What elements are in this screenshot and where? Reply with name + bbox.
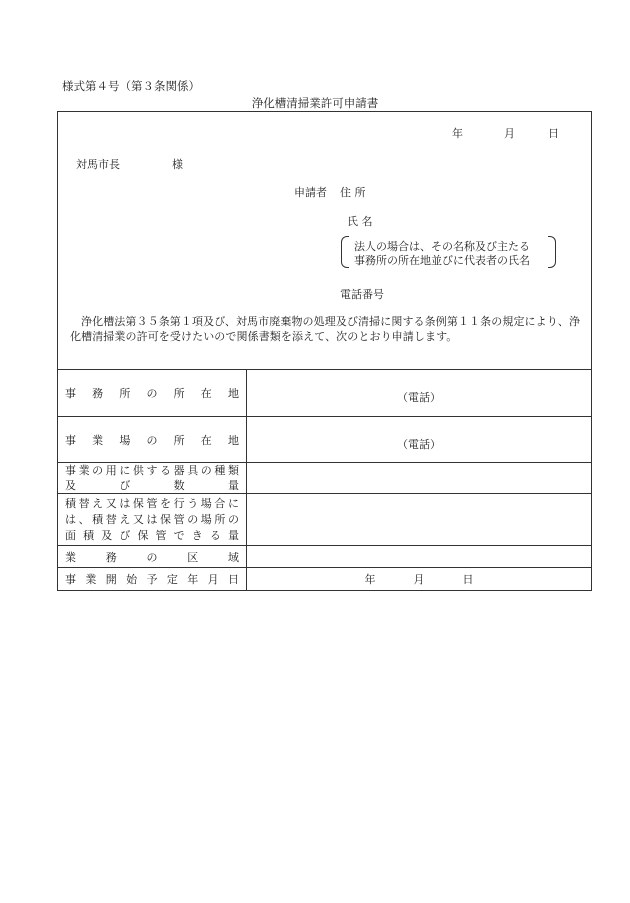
label-char: 場 — [119, 433, 131, 447]
label-char: う — [187, 496, 199, 510]
label-char: 場 — [200, 496, 212, 510]
label-char: 年 — [187, 573, 199, 586]
label-char: 域 — [228, 550, 239, 564]
service-area-field[interactable] — [247, 546, 592, 568]
equipment-label — [58, 463, 247, 494]
label-char: 又 — [132, 512, 144, 526]
label-char: 所 — [173, 387, 185, 400]
form-number: 様式第４号（第３条関係） — [62, 79, 200, 93]
label-char: え — [92, 496, 104, 510]
document-title: 浄化槽清掃業許可申請書 — [251, 96, 379, 110]
label-char: 保 — [137, 528, 149, 542]
office-location-field[interactable] — [247, 370, 592, 417]
label-char: 在 — [200, 387, 212, 400]
label-char: 業 — [78, 464, 90, 477]
start-date-month: 月 — [413, 573, 425, 586]
label-char: に — [119, 464, 131, 477]
storage-field[interactable] — [247, 494, 592, 546]
label-char: 種 — [214, 464, 226, 477]
label-char: 替 — [105, 512, 117, 526]
left-bracket — [341, 236, 349, 268]
table-row — [58, 494, 592, 546]
label-char: の — [146, 550, 158, 564]
business-site-location-label — [58, 417, 247, 463]
label-char: 場 — [200, 512, 212, 526]
label-char: 事 — [65, 464, 76, 477]
office-location-label — [58, 370, 247, 417]
label-char: 、 — [78, 512, 90, 526]
label-char: 月 — [207, 573, 219, 586]
label-char: に — [227, 496, 239, 510]
label-char: 日 — [228, 573, 239, 586]
label-char: 地 — [227, 433, 239, 447]
business-site-location-field[interactable] — [247, 417, 592, 463]
date-year: 年 — [452, 127, 463, 140]
label-char: 事 — [65, 573, 76, 586]
applicant-label: 申請者 — [294, 186, 327, 199]
label-char: 及 — [65, 479, 76, 492]
equipment-field[interactable] — [247, 463, 592, 494]
label-char: の — [227, 512, 239, 526]
right-bracket — [548, 236, 556, 268]
label-char: 及 — [101, 528, 113, 542]
label-char: 管 — [173, 512, 185, 526]
label-char: は — [146, 512, 158, 526]
storage-label — [58, 494, 247, 546]
table-row — [58, 546, 592, 568]
label-char: 開 — [105, 573, 117, 586]
label-char: 又 — [105, 496, 117, 510]
label-char: 面 — [65, 528, 76, 542]
addressee-name: 対馬市長 — [76, 158, 120, 171]
business-site-phone-label: （電話） — [397, 437, 441, 451]
label-char: の — [146, 387, 158, 400]
label-char: 具 — [187, 464, 199, 477]
label-char: 保 — [160, 512, 172, 526]
table-row — [58, 370, 592, 417]
table-row — [58, 568, 592, 591]
name-label: 氏 名 — [347, 215, 373, 228]
corporate-note-line1: 法人の場合は、その名称及び主たる — [354, 240, 530, 253]
phone-label: 電話番号 — [340, 288, 384, 301]
corporate-note-line2: 事務所の所在地並びに代表者の氏名 — [354, 254, 530, 267]
start-date-year: 年 — [364, 573, 376, 586]
label-char: 予 — [146, 573, 158, 586]
corporate-note — [341, 236, 556, 268]
label-char: 務 — [92, 387, 104, 400]
label-char: 行 — [173, 496, 185, 510]
label-char: 供 — [132, 464, 144, 477]
label-char: 地 — [227, 387, 239, 400]
label-char: 積 — [83, 528, 95, 542]
application-statement: 浄化槽法第３５条第１項及び、対馬市廃棄物の処理及び清掃に関する条例第１１条の規定により、浄化槽清掃業の許可を受けたいので関係書類を添えて、次のとおり申請します。 — [70, 315, 581, 343]
label-char: 業 — [92, 433, 104, 447]
start-date-day: 日 — [462, 573, 474, 586]
label-char: は — [119, 496, 131, 510]
label-char: び — [119, 479, 131, 492]
label-char: 積 — [65, 496, 76, 510]
label-char: 務 — [105, 550, 117, 564]
label-char: 積 — [92, 512, 104, 526]
label-char: 合 — [214, 496, 226, 510]
label-char: の — [200, 464, 212, 477]
label-char: は — [65, 512, 76, 526]
label-char: 所 — [173, 433, 185, 447]
application-date[interactable] — [452, 125, 559, 141]
date-day: 日 — [548, 127, 559, 140]
label-char: る — [160, 464, 172, 477]
label-char: 区 — [187, 550, 199, 564]
label-char: 業 — [85, 573, 97, 586]
label-char: 量 — [227, 479, 239, 492]
date-month: 月 — [504, 127, 515, 140]
label-char: き — [191, 528, 203, 542]
label-char: び — [119, 528, 131, 542]
label-char: 類 — [227, 464, 239, 477]
start-date-field[interactable] — [247, 568, 592, 591]
label-char: 管 — [155, 528, 167, 542]
addressee-honorific: 様 — [172, 158, 183, 171]
label-char: で — [173, 528, 185, 542]
addressee — [76, 156, 183, 172]
label-char: 在 — [200, 433, 212, 447]
service-area-label — [58, 546, 247, 568]
label-char: 量 — [227, 528, 239, 542]
label-char: 管 — [146, 496, 158, 510]
label-char: 所 — [119, 387, 131, 400]
label-char: え — [119, 512, 131, 526]
label-char: す — [146, 464, 158, 477]
label-char: 始 — [126, 573, 138, 586]
office-phone-label: （電話） — [397, 391, 441, 404]
label-char: 業 — [65, 550, 76, 564]
label-char: 事 — [65, 433, 76, 447]
details-table — [57, 369, 592, 591]
label-char: る — [209, 528, 221, 542]
table-row — [58, 417, 592, 463]
label-char: 用 — [105, 464, 117, 477]
application-header-box — [57, 111, 592, 370]
label-char: 替 — [78, 496, 90, 510]
label-char: 事 — [65, 387, 76, 400]
start-date-label — [58, 568, 247, 591]
label-char: 保 — [132, 496, 144, 510]
label-char: 所 — [214, 512, 226, 526]
label-char: の — [146, 433, 158, 447]
address-label: 住 所 — [340, 186, 366, 199]
label-char: の — [92, 464, 104, 477]
label-char: の — [187, 512, 199, 526]
label-char: 器 — [173, 464, 185, 477]
table-row — [58, 463, 592, 494]
label-char: 数 — [173, 479, 185, 492]
label-char: 定 — [166, 573, 178, 586]
label-char: を — [160, 496, 172, 510]
